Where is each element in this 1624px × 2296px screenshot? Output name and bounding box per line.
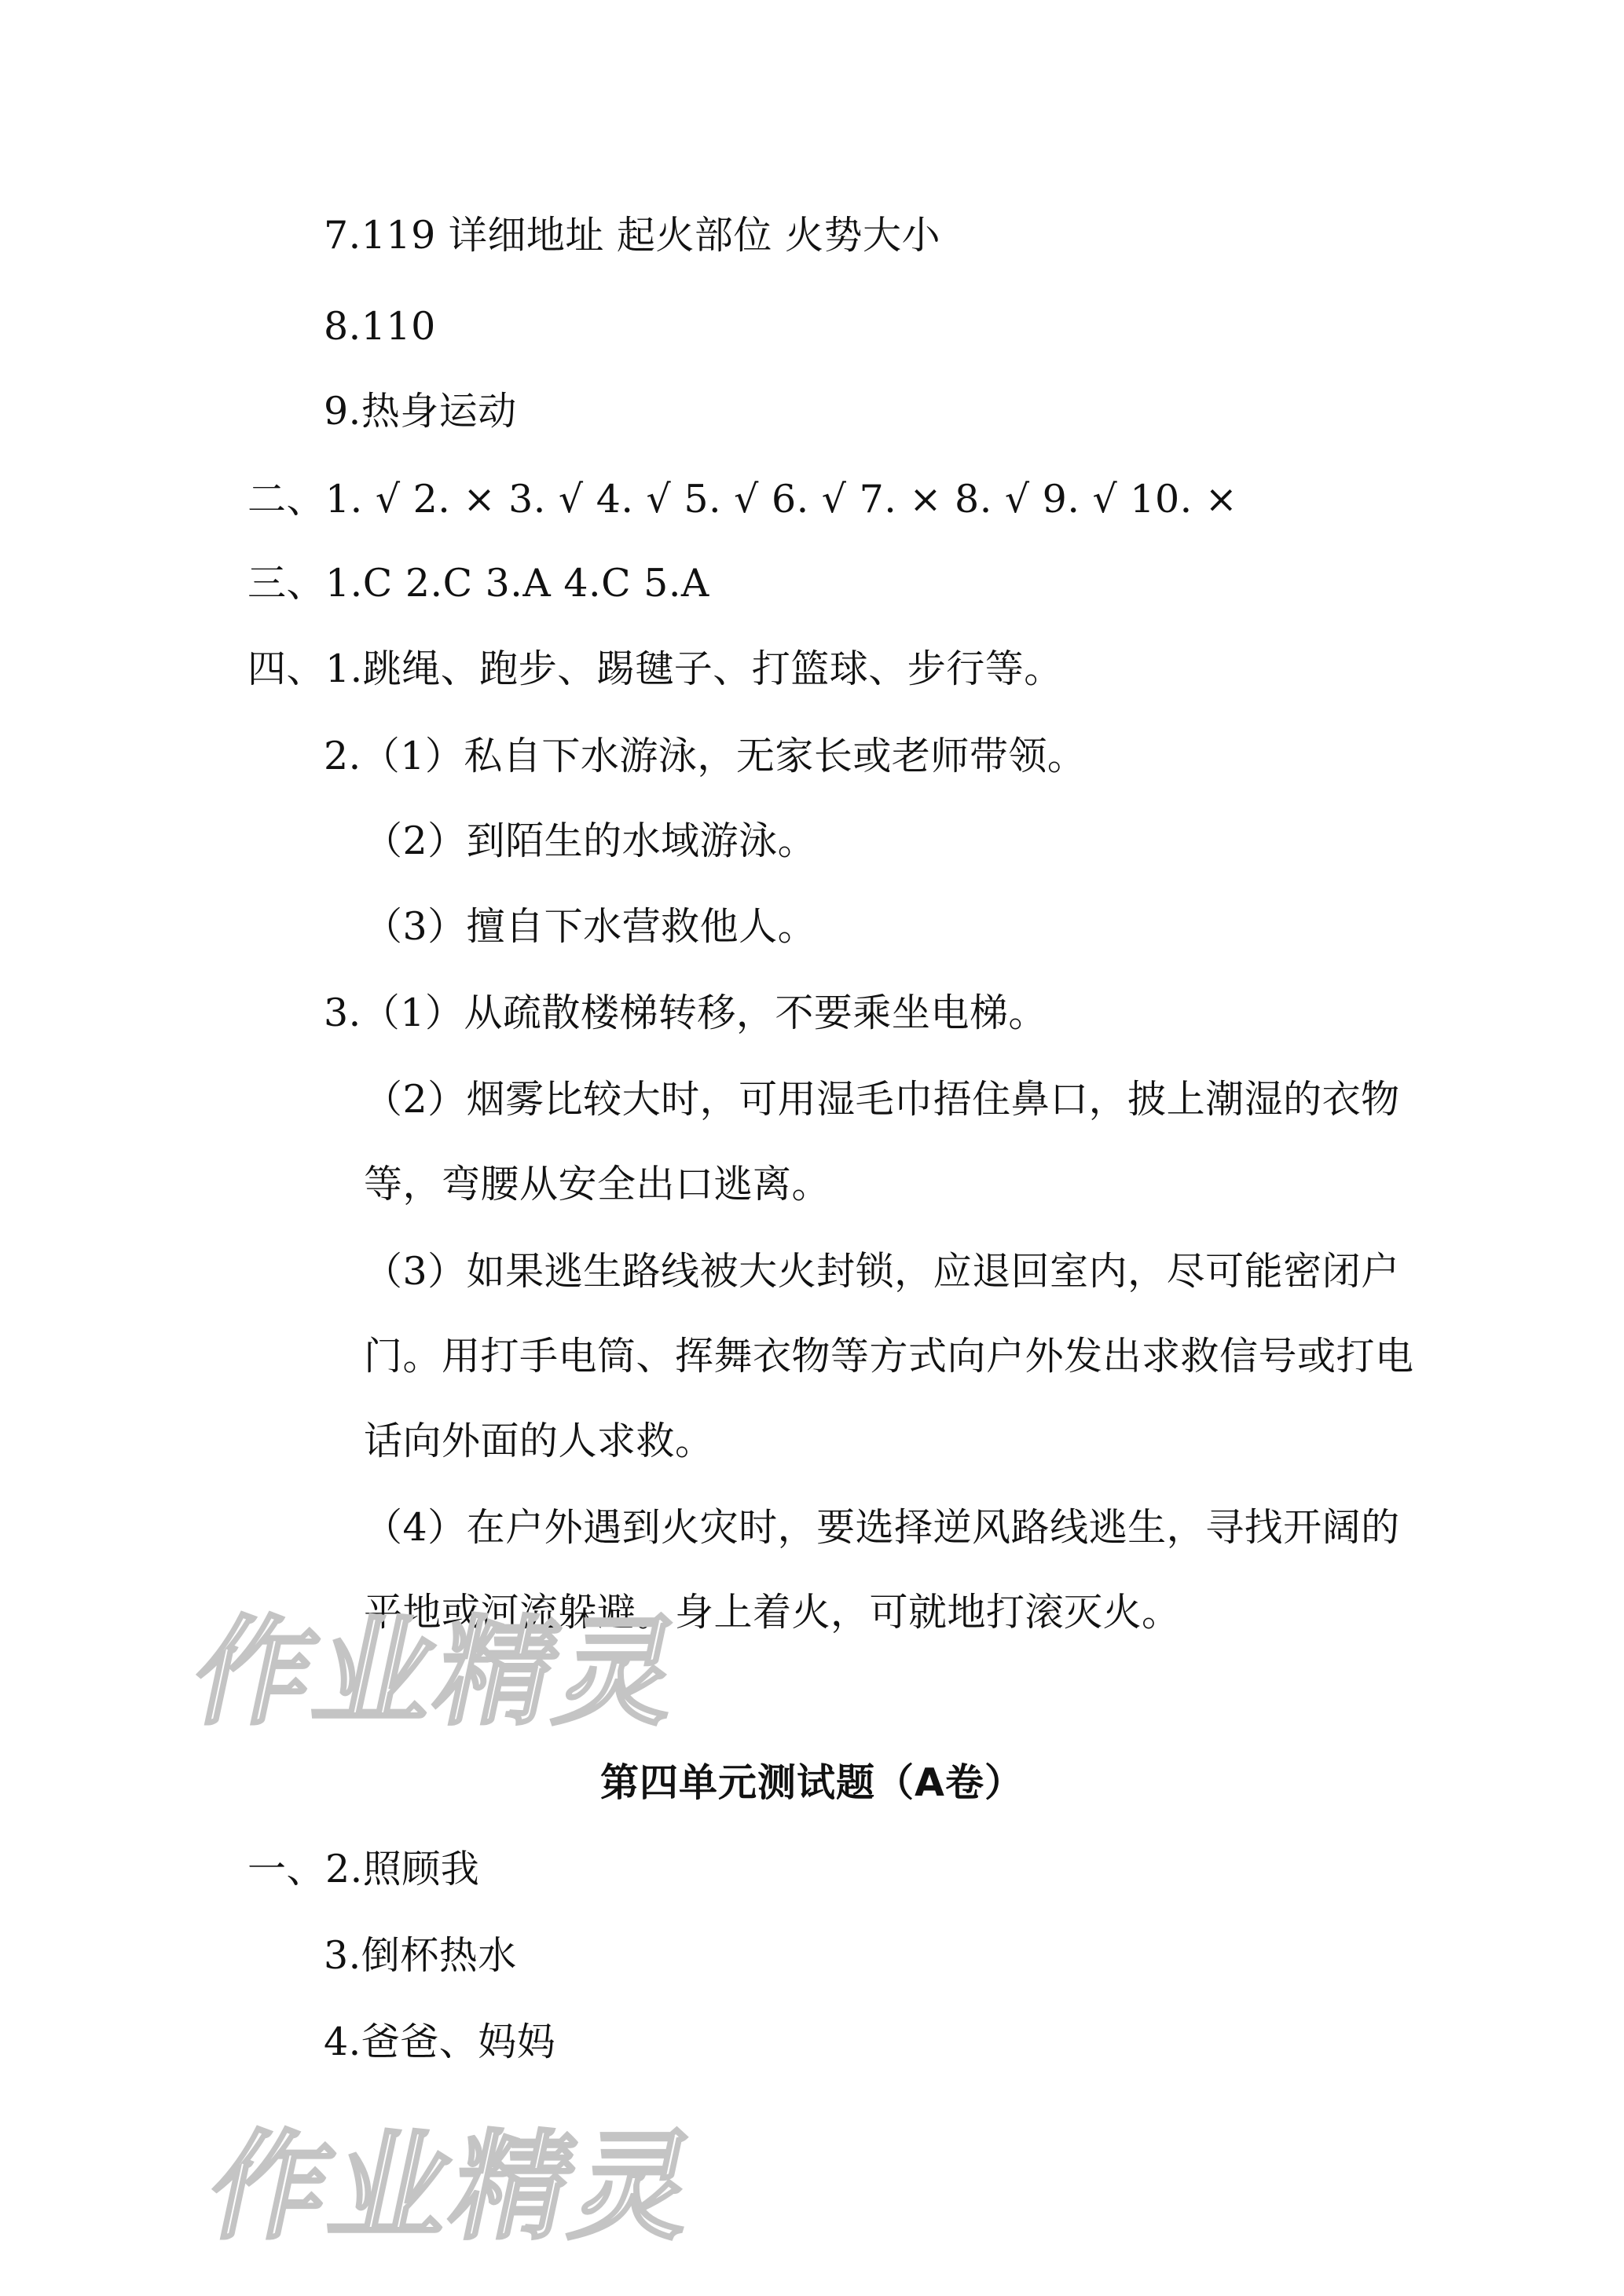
answer-line: 一、2.照顾我 bbox=[247, 1847, 480, 1891]
answer-line: 9.热身运动 bbox=[324, 389, 517, 434]
answer-line: 三、1.C 2.C 3.A 4.C 5.A bbox=[247, 561, 709, 606]
answer-line: 二、1. √ 2. × 3. √ 4. √ 5. √ 6. √ 7. × 8. √ 9. √ 10. × bbox=[247, 477, 1238, 522]
answer-line: 门。用打手电筒、挥舞衣物等方式向户外发出求救信号或打电 bbox=[364, 1334, 1414, 1379]
answer-line: 3.（1）从疏散楼梯转移，不要乘坐电梯。 bbox=[324, 991, 1047, 1035]
answer-line: 等，弯腰从安全出口逃离。 bbox=[364, 1162, 831, 1207]
answer-line: 2.（1）私自下水游泳，无家长或老师带领。 bbox=[324, 734, 1087, 778]
watermark-logo: 作业精灵 bbox=[181, 1605, 695, 1741]
section-title: 第四单元测试题（A卷） bbox=[600, 1760, 1024, 1805]
answer-line: （4）在户外遇到火灾时，要选择逆风路线逃生，寻找开阔的 bbox=[364, 1505, 1400, 1550]
answer-line: 8.110 bbox=[324, 304, 436, 349]
answer-line: （2）到陌生的水域游泳。 bbox=[364, 818, 817, 863]
answer-line: （3）擅自下水营救他人。 bbox=[364, 904, 817, 949]
watermark-logo: 作业精灵 bbox=[197, 2119, 711, 2256]
answer-line: 3.倒杯热水 bbox=[324, 1933, 517, 1978]
answer-line: 话向外面的人求救。 bbox=[364, 1419, 714, 1463]
answer-line: 四、1.跳绳、跑步、踢毽子、打篮球、步行等。 bbox=[247, 646, 1063, 691]
answer-line: （3）如果逃生路线被大火封锁，应退回室内，尽可能密闭户 bbox=[364, 1249, 1400, 1294]
answer-line: 平地或河流躲避。身上着火，可就地打滚灭火。 bbox=[364, 1590, 1181, 1635]
answer-line: 7.119 详细地址 起火部位 火势大小 bbox=[324, 213, 941, 258]
answer-line: （2）烟雾比较大时，可用湿毛巾捂住鼻口，披上潮湿的衣物 bbox=[364, 1077, 1400, 1122]
answer-line: 4.爸爸、妈妈 bbox=[324, 2020, 556, 2064]
